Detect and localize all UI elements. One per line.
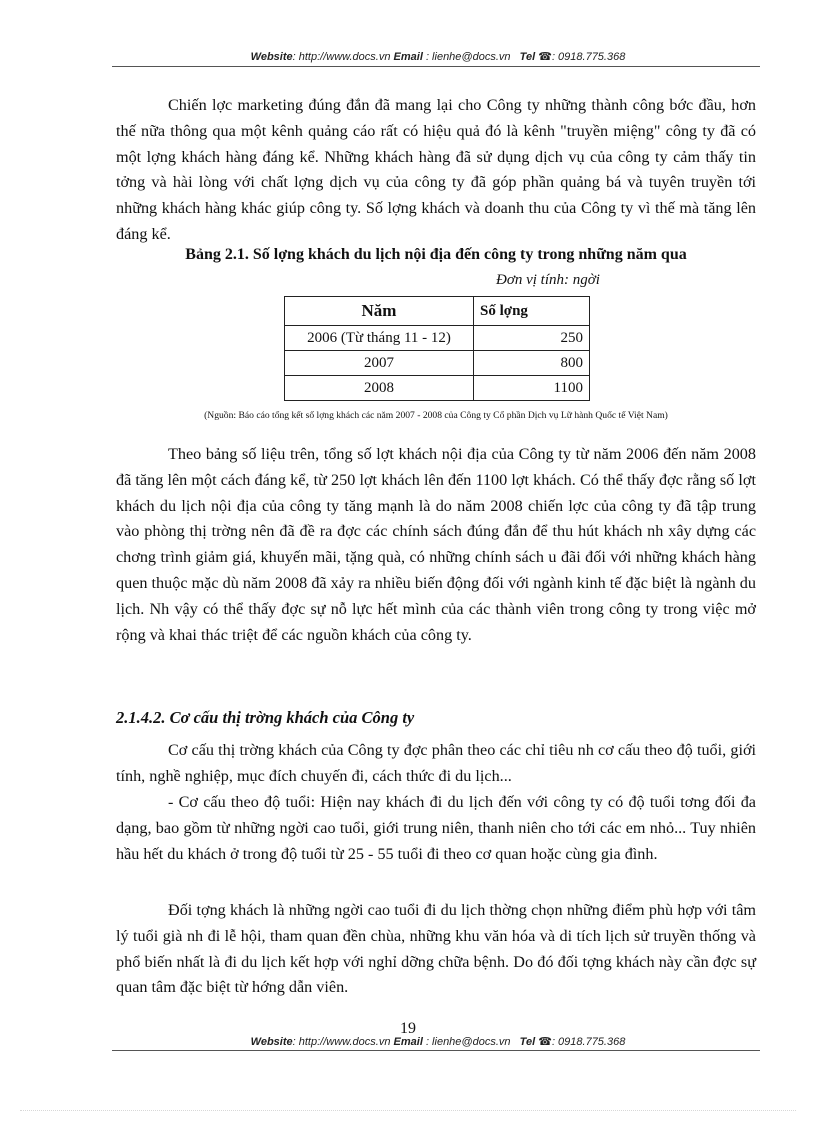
website-label: Website <box>250 51 293 63</box>
phone-icon: ☎ <box>538 51 552 63</box>
cell-count: 250 <box>474 326 590 351</box>
website-label: Website <box>250 1036 293 1048</box>
visitor-count-table <box>284 296 590 401</box>
page-bottom-border <box>20 1110 796 1111</box>
cell-year: 2007 <box>285 351 474 376</box>
tel-value: : 0918.775.368 <box>551 1036 626 1048</box>
paragraph-5: Đối tợng khách là những ngời cao tuổi đi du lịch thờng chọn những điểm phù hợp với tâm lý tuổi già nh đi lễ hội, tham quan đền chùa, những khu văn hóa và di tích lịch sử truyền thống và phổ biến nhất là đi du lịch kết hợp với nghỉ dỡng chữa bệnh. Do đó đối tợng khách này cần đợc sự quan tâm đặc biệt từ hớng dẫn viên. <box>116 901 756 997</box>
email-label: Email <box>393 1036 423 1048</box>
table-row <box>285 351 590 376</box>
paragraph-2: Theo bảng số liệu trên, tổng số lợt khách nội địa của Công ty từ năm 2006 đến năm 2008 đã tăng lên một cách đáng kể, từ 250 lợt khách lên đến 1100 lợt khách. Có thể thấy đợc rằng số lợt khách du lịch nội địa của công ty tăng mạnh là do năm 2008 chiến lợc của công ty đã tập trung vào phòng thị trờng nên đã đề ra đợc các chính sách đúng đắn để thu hút khách nh xây dựng các chơng trình giảm giá, khuyến mãi, tặng quà, có những chính sách u đãi đối với những khách hàng quen thuộc mặc dù năm 2008 đã xảy ra nhiều biến động đối với ngành kinh tế đặc biệt là ngành du lịch. Nh vậy có thể thấy đợc sự nỗ lực hết mình của các thành viên trong công ty trong việc mở rộng và khai thác triệt để các nguồn khách của công ty. <box>116 445 756 644</box>
page-header <box>118 50 758 63</box>
paragraph-1: Chiến lợc marketing đúng đắn đã mang lại cho Công ty những thành công bớc đầu, hơn thế nữa thông qua một kênh quảng cáo rất có hiệu quả đó là kênh "truyền miệng" công ty đã có một lợng khách hàng đáng kể. Những khách hàng đã sử dụng dịch vụ của công ty cảm thấy tin tởng và hài lòng với chất lợng dịch vụ của công ty đã góp phần quảng bá và tuyên truyền tới những khách hàng khác giúp công ty. Số lợng khách và doanh thu của Công ty vì thế mà tăng lên đáng kể. <box>116 96 756 243</box>
table-row <box>285 376 590 401</box>
phone-icon: ☎ <box>538 1036 552 1048</box>
paragraph-4: - Cơ cấu theo độ tuổi: Hiện nay khách đi du lịch đến với công ty có độ tuổi tơng đối đa dạng, bao gồm từ những ngời cao tuổi, giới trung niên, thanh niên cho tới các em nhỏ... Tuy nhiên hầu hết du khách ở trong độ tuổi từ 25 - 55 tuổi đi theo cơ quan hoặc cùng gia đình. <box>116 793 756 863</box>
tel-value: : 0918.775.368 <box>551 51 626 63</box>
table-unit: Đơn vị tính: ngời <box>496 272 600 288</box>
header-count: Số lợng <box>474 297 590 326</box>
email-value: : lienhe@docs.vn <box>422 51 511 63</box>
header-divider <box>112 66 760 67</box>
page-number: 19 <box>400 1020 416 1037</box>
email-value: : lienhe@docs.vn <box>422 1036 511 1048</box>
section-heading: 2.1.4.2. Cơ cấu thị trờng khách của Công ty <box>116 708 415 727</box>
website-value: : http://www.docs.vn <box>292 51 391 63</box>
cell-year: 2008 <box>285 376 474 401</box>
tel-label: Tel <box>519 51 536 63</box>
footer-divider <box>112 1050 760 1051</box>
website-value: : http://www.docs.vn <box>292 1036 391 1048</box>
table-source: (Nguồn: Báo cáo tổng kết số lợng khách các năm 2007 - 2008 của Công ty Cổ phần Dịch vụ Lữ hành Quốc tế Việt Nam) <box>204 410 668 421</box>
cell-count: 1100 <box>474 376 590 401</box>
table-caption: Bảng 2.1. Số lợng khách du lịch nội địa đến công ty trong những năm qua <box>185 246 687 263</box>
email-label: Email <box>393 51 423 63</box>
paragraph-3: Cơ cấu thị trờng khách của Công ty đợc phân theo các chỉ tiêu nh cơ cấu theo độ tuổi, giới tính, nghề nghiệp, mục đích chuyến đi, cách thức đi du lịch... <box>116 741 756 785</box>
tel-label: Tel <box>519 1036 536 1048</box>
cell-count: 800 <box>474 351 590 376</box>
header-year: Năm <box>285 297 474 326</box>
table-header-row <box>285 297 590 326</box>
cell-year: 2006 (Từ tháng 11 - 12) <box>285 326 474 351</box>
page-footer <box>118 1035 758 1048</box>
table-row <box>285 326 590 351</box>
